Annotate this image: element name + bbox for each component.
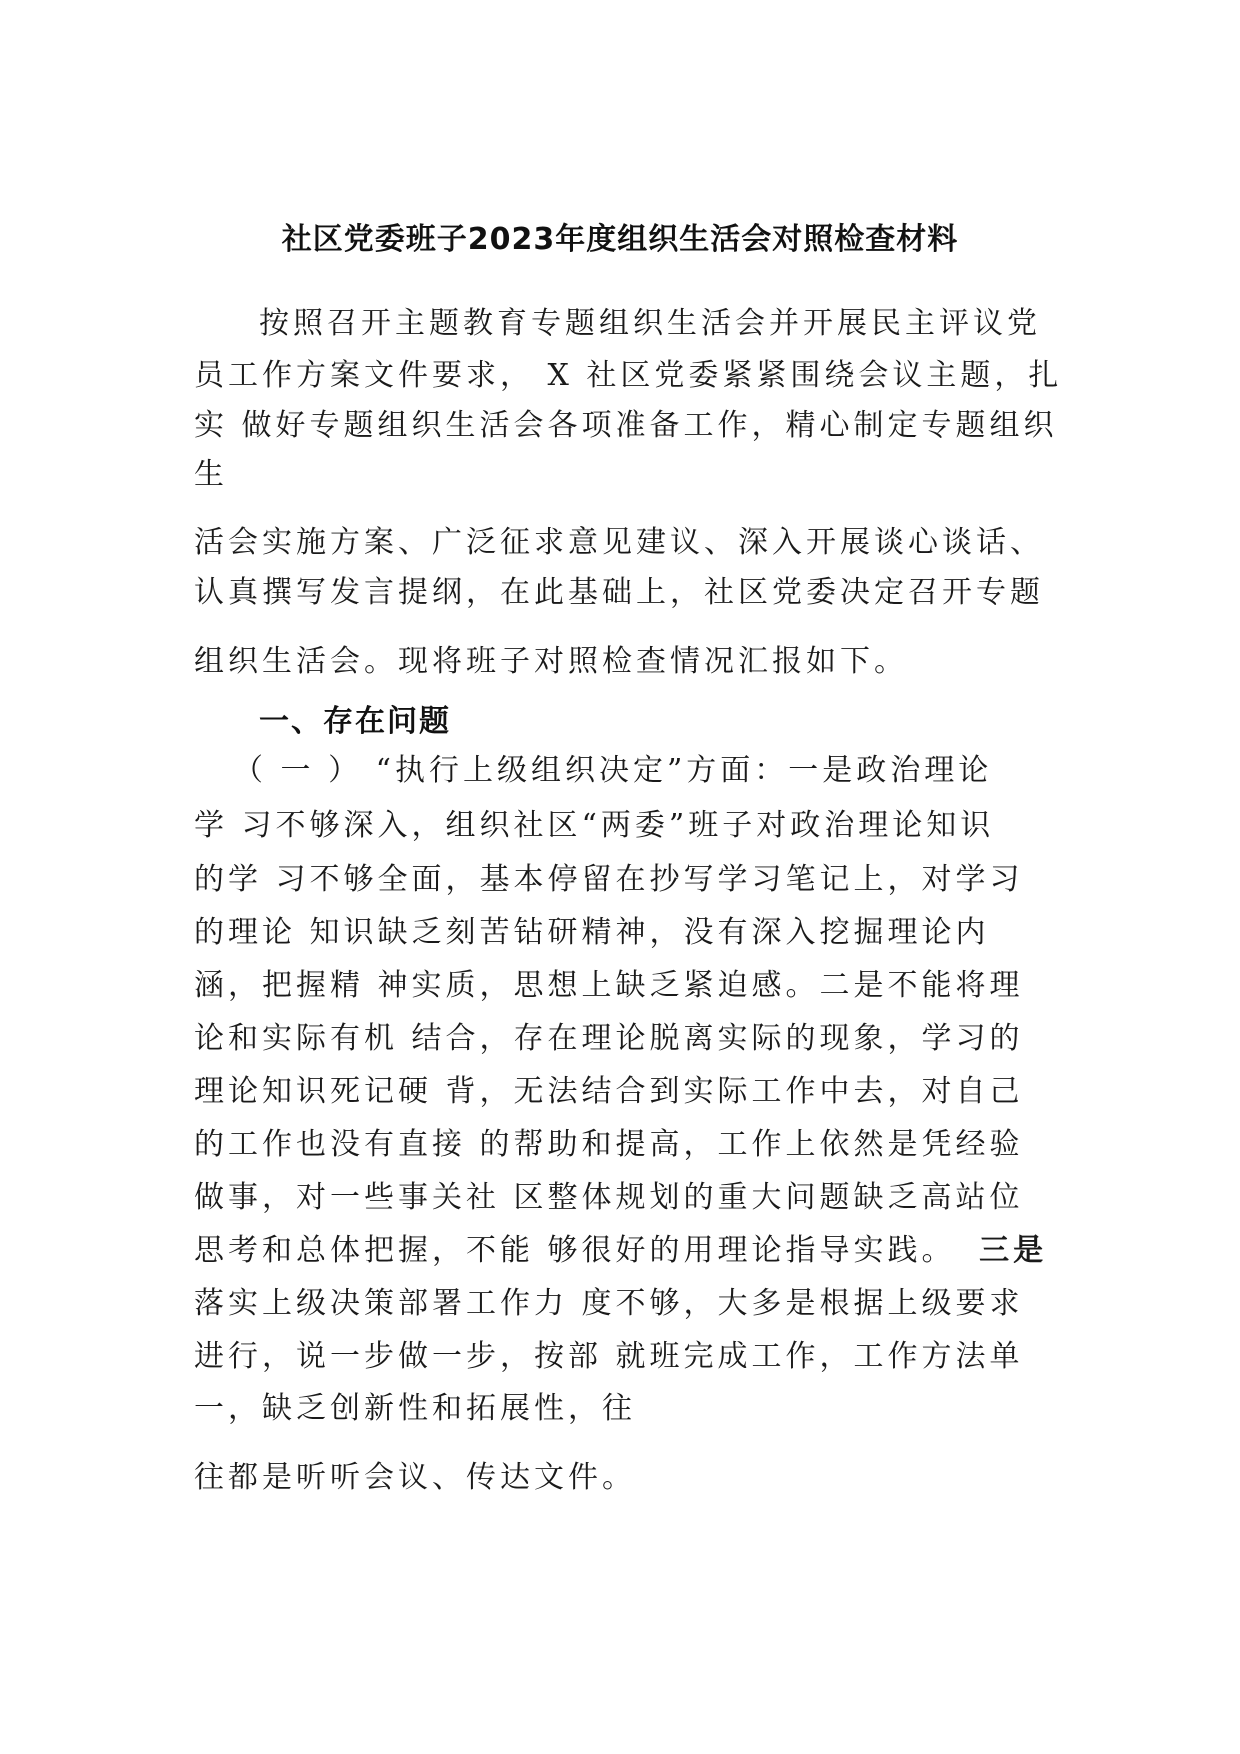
- body-line-10: [194, 1231, 1047, 1271]
- body-line-2: 学 习不够深入，组织社区“两委”班子对政治理论知识: [194, 808, 995, 843]
- body-line-10-emphasis: 三是: [979, 1233, 1048, 1268]
- intro-line-7: 组织生活会。现将班子对照检查情况汇报如下。: [194, 644, 908, 679]
- body-line-4: 的理论 知识缺乏刻苦钻研精神，没有深入挖掘理论内: [194, 915, 990, 950]
- intro-line-6: 认真撰写发言提纲，在此基础上，社区党委决定召开专题: [194, 575, 1044, 610]
- intro-line-5: 活会实施方案、广泛征求意见建议、深入开展谈心谈话、: [194, 525, 1044, 560]
- body-line-5: 涵，把握精 神实质，思想上缺乏紧迫感。二是不能将理: [194, 968, 1024, 1003]
- body-line-9: 做事，对一些事关社 区整体规划的重大问题缺乏高站位: [194, 1180, 1024, 1215]
- body-line-13: 一，缺乏创新性和拓展性，往: [194, 1391, 636, 1426]
- body-line-11: 落实上级决策部署工作力 度不够，大多是根据上级要求: [194, 1286, 1024, 1321]
- body-line-8: 的工作也没有直接 的帮助和提高，工作上依然是凭经验: [194, 1127, 1024, 1162]
- document-title: 社区党委班子2023年度组织生活会对照检查材料: [281, 222, 959, 257]
- intro-line-1: 按照召开主题教育专题组织生活会并开展民主评议党: [259, 306, 1041, 341]
- intro-line-2: 员工作方案文件要求， X 社区党委紧紧围绕会议主题，扎: [194, 358, 1063, 393]
- body-line-10-text: 思考和总体把握，不能 够很好的用理论指导实践。: [194, 1233, 956, 1268]
- body-line-1: （ 一 ） “执行上级组织决定”方面：一是政治理论: [233, 753, 993, 788]
- body-line-12: 进行，说一步做一步，按部 就班完成工作，工作方法单: [194, 1339, 1024, 1374]
- intro-line-3: 实 做好专题组织生活会各项准备工作，精心制定专题组织: [194, 408, 1058, 443]
- intro-line-4: 生: [194, 457, 228, 492]
- body-line-7: 理论知识死记硬 背，无法结合到实际工作中去，对自己: [194, 1074, 1024, 1109]
- body-line-6: 论和实际有机 结合，存在理论脱离实际的现象，学习的: [194, 1021, 1024, 1056]
- body-line-14: 往都是听听会议、传达文件。: [194, 1460, 636, 1495]
- body-line-3: 的学 习不够全面，基本停留在抄写学习笔记上，对学习: [194, 862, 1024, 897]
- section-heading: 一、存在问题: [259, 704, 451, 739]
